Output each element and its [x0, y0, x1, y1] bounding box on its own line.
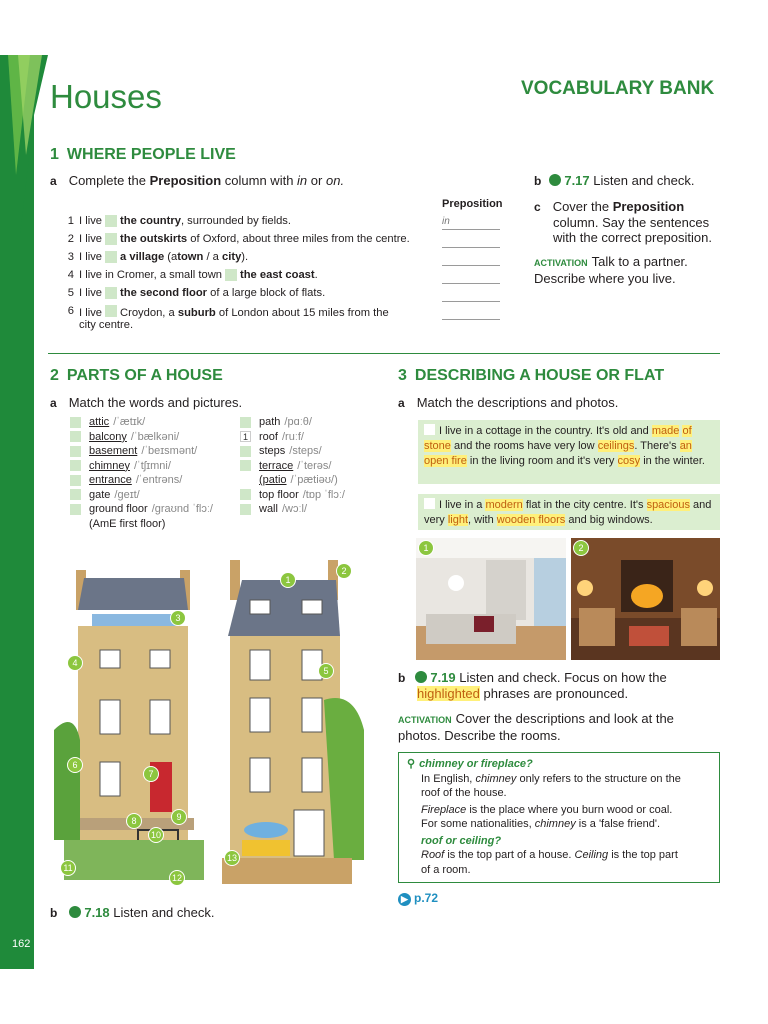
photo-number: 1 — [418, 540, 434, 556]
vocab-item: balcony /ˈbælkəni/ — [70, 430, 213, 445]
label-marker: 3 — [170, 610, 186, 626]
label-marker: 13 — [224, 850, 240, 866]
label-marker: 1 — [280, 572, 296, 588]
section3-instruction-b: b 7.19 Listen and check. Focus on how the highlighted phrases are pronounced. — [398, 670, 667, 701]
answer-field[interactable] — [442, 234, 500, 248]
description-2: I live in a modern flat in the city centre. It's spacious and very light, with wooden floors and big windows. — [418, 494, 720, 530]
answer-box[interactable] — [240, 489, 251, 500]
audio-icon[interactable] — [415, 671, 427, 683]
section1-instruction-a: a Complete the Preposition column with in or on. — [50, 173, 345, 188]
answer-box[interactable] — [70, 431, 81, 442]
leaf-decoration — [0, 55, 48, 235]
label-marker: 5 — [318, 663, 334, 679]
section3-activation: ACTIVATION Cover the descriptions and look at the photos. Describe the rooms. — [398, 711, 674, 743]
answer-box[interactable]: 1 — [240, 431, 251, 442]
answer-box[interactable] — [70, 417, 81, 428]
vocab-list-column-1 — [70, 415, 213, 531]
preposition-column-header: Preposition — [442, 198, 503, 210]
list-item: 5 I live the second floor of a large block of flats. — [67, 287, 326, 299]
answer-box[interactable] — [424, 498, 435, 509]
photo-number: 2 — [573, 540, 589, 556]
section3-instruction-a: a Match the descriptions and photos. — [398, 395, 619, 410]
label-marker: 6 — [67, 757, 83, 773]
vocab-item: attic /ˈætɪk/ — [70, 415, 213, 430]
label-marker: 2 — [336, 563, 352, 579]
photo-modern-flat — [416, 538, 566, 660]
label-marker: 10 — [148, 827, 164, 843]
answer-field[interactable] — [442, 306, 500, 320]
sentence-list — [58, 215, 438, 331]
audio-icon[interactable] — [549, 174, 561, 186]
list-item: 1 I live the country , surrounded by fields. — [67, 215, 292, 227]
vocab-item: (patio /ˈpætiəʊ/) — [259, 474, 338, 487]
vocab-item: wall /wɔːl/ — [240, 502, 345, 517]
page-number: 162 — [12, 938, 31, 950]
answer-column — [442, 216, 500, 320]
section3-heading: 3 DESCRIBING A HOUSE OR FLAT — [398, 367, 665, 384]
vocab-item: entrance /ˈentrəns/ — [70, 473, 213, 488]
label-marker: 4 — [67, 655, 83, 671]
section2-instruction-a: a Match the words and pictures. — [50, 395, 243, 410]
vocab-item: chimney /ˈtʃɪmni/ — [70, 459, 213, 474]
vocab-item: ground floor /ɡraʊnd ˈflɔː/ — [70, 502, 213, 517]
photo-cottage — [571, 538, 720, 660]
label-marker: 12 — [169, 870, 185, 886]
vocab-item: gate /ɡeɪt/ — [70, 488, 213, 503]
section1-heading: 1 WHERE PEOPLE LIVE — [50, 146, 236, 163]
label-marker: 8 — [126, 813, 142, 829]
houses-illustration — [54, 540, 364, 892]
vocab-item: steps /steps/ — [240, 444, 345, 459]
answer-box[interactable] — [424, 424, 435, 435]
answer-box[interactable] — [70, 460, 81, 471]
audio-icon[interactable] — [69, 906, 81, 918]
vocabulary-tip-box: ⚲ chimney or fireplace? In English, chimney only refers to the structure on the roof of the house. Fireplace is the place where you burn wood or coal. For some nationalities, chimney is a 'false friend'. roof or ceiling? Roof is the top part of a house. Ceiling is the top part of a room. — [398, 752, 720, 883]
arrow-circle-icon: ▶ — [398, 893, 411, 906]
vocabulary-bank-banner: VOCABULARY BANK — [521, 78, 715, 99]
vocab-item: 1 roof /ruːf/ — [240, 430, 345, 445]
section2-heading: 2 PARTS OF A HOUSE — [50, 367, 223, 384]
answer-field[interactable]: in — [442, 216, 500, 230]
page-title: Houses — [50, 78, 162, 115]
label-marker: 7 — [143, 766, 159, 782]
section-divider — [48, 353, 720, 354]
answer-box[interactable] — [70, 475, 81, 486]
label-marker: 11 — [60, 860, 76, 876]
vocab-list-column-2 — [240, 415, 345, 517]
answer-box[interactable] — [240, 417, 251, 428]
answer-field[interactable] — [442, 252, 500, 266]
section1-instruction-c: c Cover the Preposition column. Say the sentences with the correct preposition. — [534, 199, 712, 245]
answer-field[interactable] — [442, 270, 500, 284]
vocab-note: (AmE first floor) — [89, 517, 166, 530]
list-item: 4 I live in Cromer, a small town the east coast . — [67, 269, 318, 281]
list-item: 2 I live the outskirts of Oxford, about three miles from the centre. — [67, 233, 410, 245]
section2-instruction-b: b 7.18 Listen and check. — [50, 905, 215, 920]
answer-box[interactable] — [70, 489, 81, 500]
magnifier-icon: ⚲ — [407, 758, 416, 770]
section1-activation: ACTIVATION Talk to a partner. Describe where you live. — [534, 254, 688, 286]
answer-box[interactable] — [240, 460, 251, 471]
answer-field[interactable] — [442, 288, 500, 302]
vocab-item: basement /ˈbeɪsmənt/ — [70, 444, 213, 459]
description-1: I live in a cottage in the country. It's old and made of stone and the rooms have very low ceilings. There's an open fire in the living room and it's very cosy in the winter. — [418, 420, 720, 484]
page-reference-link[interactable]: ▶ p.72 — [398, 891, 438, 906]
section1-instruction-b: b 7.17 Listen and check. — [534, 173, 695, 188]
answer-box[interactable] — [240, 446, 251, 457]
answer-box[interactable] — [70, 446, 81, 457]
label-marker: 9 — [171, 809, 187, 825]
list-item: 3 I live a village (a town / a city ). — [67, 251, 249, 263]
vocab-item: path /pɑːθ/ — [240, 415, 345, 430]
vocab-item: top floor /tɒp ˈflɔː/ — [240, 488, 345, 503]
answer-box[interactable] — [240, 504, 251, 515]
list-item: 6 I live Croydon, a suburb of London about 15 miles from the city centre. — [67, 305, 389, 331]
vocab-item: terrace /ˈterəs/ — [240, 459, 345, 474]
answer-box[interactable] — [70, 504, 81, 515]
